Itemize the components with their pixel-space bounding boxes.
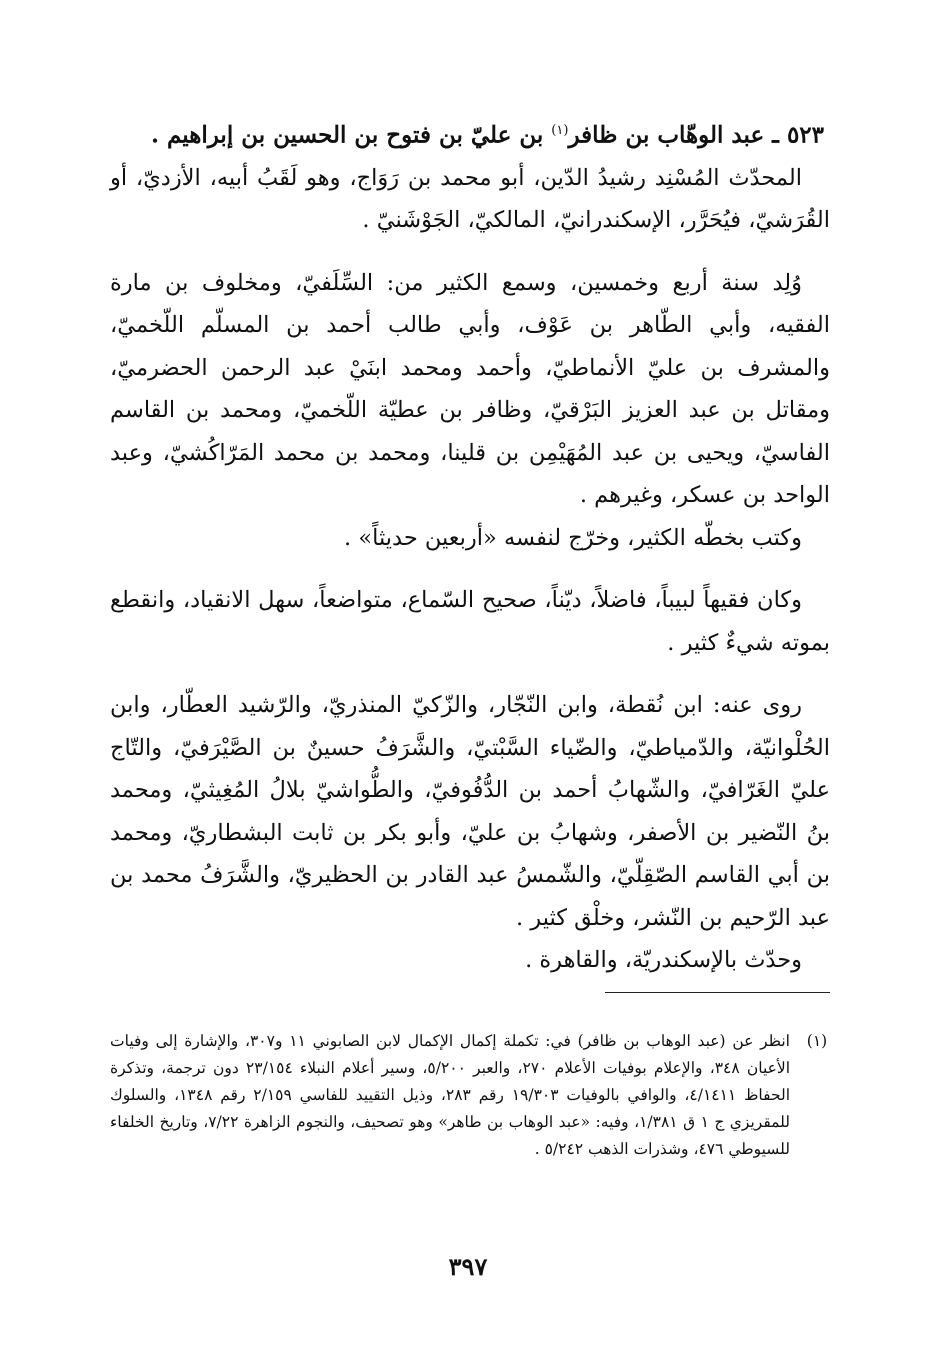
footnote-number: (١) — [806, 1032, 828, 1050]
footnote-separator — [605, 992, 830, 993]
footnote — [110, 1028, 830, 1163]
paragraph-teachers: وُلِد سنة أربع وخمسين، وسمع الكثير من: السِّلَفيّ، ومخلوف بن مارة الفقيه، وأبي الطّاهر بن عَوْف، وأبي طالب أحمد بن المسلّم اللّخميّ، والمشرف بن عليّ الأنماطيّ، وأحمد ومحمد ابنَيْ عبد الرحمن الحضرميّ، ومقاتل بن عبد العزيز البَرْقيّ، وظافر بن عطيّة اللّخميّ، ومحمد بن القاسم الفاسيّ، ويحيى بن عبد المُهَيْمِن بن قلينا، ومحمد بن محمد المَرّاكُشيّ، وعبد الواحد بن عسكر، وغيرهم . — [110, 269, 830, 509]
footnote-marker: (١) — [551, 123, 569, 138]
entry-heading — [110, 110, 830, 157]
page-number: ٣٩٧ — [448, 1252, 488, 1281]
paragraph-character: وكان فقيهاً لبيباً، فاضلاً، ديّناً، صحيح السّماع، متواضعاً، سهل الانقياد، وانقطع بموته شيءٌ كثير . — [110, 587, 830, 656]
footnote-text: انظر عن (عبد الوهاب بن ظافر) في: تكملة إكمال الإكمال لابن الصابوني ١١ و٣٠٧، والإشارة إلى وفيات الأعيان ٣٤٨، والإعلام بوفيات الأعلام ٢٧٠، والعبر ٥/٢٠٠، وسير أعلام النبلاء ٢٣/١٥٤ دون ترجمة، وتذكرة الحفاظ ٤/١٤١١، والوافي بالوفيات ١٩/٣٠٣ رقم ٢٨٣، وذيل التقييد للفاسي ٢/١٥٩ رقم ١٣٤٨، والسلوك للمقريزي ج ١ ق ١/٣٨١، وفيه: «عبد الوهاب بن طاهر» وهو تصحيف، والنجوم الزاهرة ٧/٢٢، وتاريخ الخلفاء للسيوطي ٤٧٦، وشذرات الذهب ٥/٢٤٢ . — [110, 1032, 791, 1158]
entry-heading-title: ٥٢٣ ـ عبد الوهّاب بن ظافر — [568, 121, 824, 149]
entry-intro: المحدّث المُسْنِد رشيدُ الدّين، أبو محمد بن رَوَاج، وهو لَقَبُ أبيه، الأزديّ، أو القُرَشيّ، فيُحَرَّر، الإسكندرانيّ، المالكيّ، الجَوْشَنيّ . — [110, 164, 830, 234]
paragraph-writings: وكتب بخطّه الكثير، وخرّج لنفسه «أربعين حديثاً» . — [344, 524, 802, 551]
entry-heading-rest: بن عليّ بن فتوح بن الحسين بن إبراهيم . — [150, 121, 552, 149]
paragraph-narration: وحدّث بالإسكندريّة، والقاهرة . — [525, 947, 802, 974]
paragraph-students: روى عنه: ابن نُقطة، وابن النّجّار، والزّكيّ المنذريّ، والرّشيد العطّار، وابن الحُلْوانيّة، والدّمياطيّ، والضّياء السَّبْتيّ، والشَّرَفُ حسينٌ بن الصَّيْرَفيّ، والتّاج عليّ الغَرّافيّ، والشّهابُ أحمد بن الدُّفُوفيّ، والطُّواشيّ بلالُ المُغِيثيّ، ومحمد بنُ النّضير بن الأصفر، وشهابُ بن عليّ، وأبو بكر بن ثابت البشطاريّ، ومحمد بن أبي القاسم الصّقِلّيّ، والشّمسُ عبد القادر بن الحظيريّ، والشَّرَفُ محمد بن عبد الرّحيم بن النّشر، وخلْق كثير . — [110, 692, 830, 931]
page-body — [110, 110, 830, 982]
